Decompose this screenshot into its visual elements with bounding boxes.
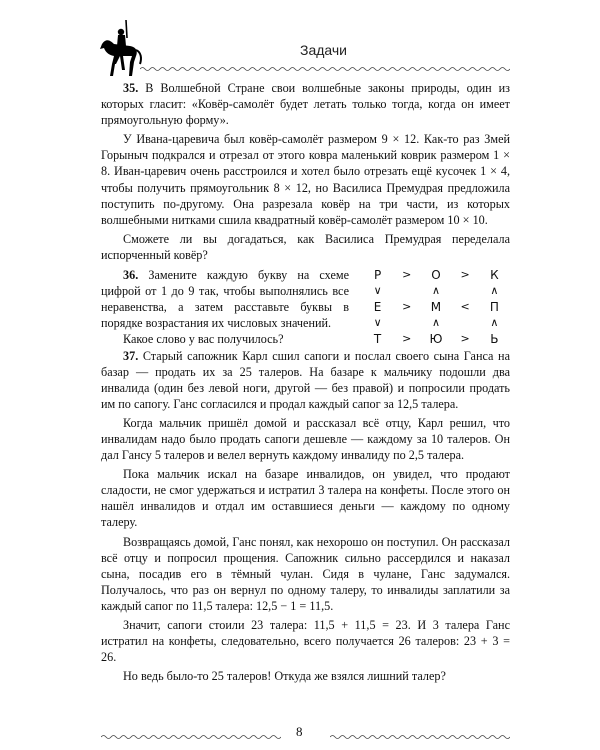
grid-cell (392, 283, 421, 299)
grid-cell: Т (373, 332, 382, 347)
letter-inequality-grid (363, 267, 509, 347)
problem-37-paragraph: Пока мальчик искал на базаре инвалидов, он увидел, что продают сладости, не смог удержаться и истратил 3 талера на конфеты. После этого он нашёл инвалидов и отдал им оставшиеся деньги — каждому по одному талеру. (101, 467, 510, 530)
page-header (0, 0, 600, 80)
problem-number: 35. (123, 81, 139, 95)
grid-cell: Е (373, 300, 382, 315)
problem-36 (101, 267, 510, 347)
grid-row (363, 267, 509, 283)
problem-36-intro (101, 267, 349, 331)
grid-cell: Ю (429, 332, 443, 347)
footer-ornament-left (101, 734, 281, 740)
grid-cell: ∧ (490, 284, 499, 298)
knight-rider-icon (96, 18, 144, 78)
grid-cell: Р (373, 268, 382, 283)
problem-37-paragraph: Значит, сапоги стоили 23 талера: 11,5 + 11,5 = 23. И 3 талера Ганс истратил на конфеты, следовательно, всего получается 26 талеров: 23 + 3 = 26. (101, 618, 510, 665)
problem-number: 37. (123, 348, 139, 363)
grid-row (363, 331, 509, 347)
grid-row (363, 299, 509, 315)
problem-35-intro (101, 80, 510, 128)
grid-cell: < (460, 300, 470, 314)
grid-cell: > (402, 332, 412, 346)
grid-cell: ∧ (431, 316, 440, 330)
footer-ornament-right (330, 734, 510, 740)
problem-37-text: Старый сапожник Карл сшил сапоги и послал своего сына Ганса на базар — продать их за 25 талеров. На базаре к мальчику подошли два инвалида (один без левой ноги, другой — без правой) и попросили продать им по сапогу. Ганс согласился и продал каждый сапог за 12,5 талера. (101, 348, 510, 411)
grid-cell: М (430, 300, 442, 315)
grid-cell: ∧ (490, 316, 499, 330)
problem-35-text: В Волшебной Стране свои волшебные законы природы, один из которых гласит: «Ковёр-самолёт будет летать только тогда, когда он имеет прямоугольную форму». (101, 81, 510, 128)
grid-cell (392, 315, 421, 331)
problem-35-question: Сможете ли вы догадаться, как Василиса Премудрая переделала испорченный ковёр? (101, 231, 510, 262)
problem-36-question: Какое слово у вас получилось? (123, 332, 284, 347)
page-body (101, 80, 510, 684)
grid-row (363, 283, 509, 299)
grid-cell: ∨ (373, 316, 382, 330)
problem-37-intro (101, 348, 510, 412)
grid-cell: О (431, 268, 441, 283)
problem-number: 36. (123, 268, 139, 283)
grid-cell: Ь (490, 332, 499, 347)
grid-cell: > (460, 268, 470, 282)
grid-cell: > (402, 268, 412, 282)
page-title: Задачи (300, 42, 348, 58)
grid-cell (451, 283, 480, 299)
header-ornament-line (140, 66, 510, 72)
problem-37-paragraph: Когда мальчик пришёл домой и рассказал всё отцу, Карл решил, что инвалидам надо было продать сапоги дешевле — каждому за 10 талеров. Он дал Гансу 5 талеров и велел вернуть каждому инвалиду по 2,5 талера. (101, 415, 510, 463)
grid-cell: К (490, 268, 499, 283)
problem-35-body: У Ивана-царевича был ковёр-самолёт размером 9 × 12. Как-то раз Змей Горыныч подкрался и отрезал от этого ковра маленький коврик размером 1 × 8. Иван-царевич очень расстроился и хотел было отрезать ещё кусочек 1 × 4, чтобы получить прямоугольник 8 × 12, но Василиса Премудрая предложила поступить по-другому. Она разрезала ковёр на три части, из которых волшебными нитками сшила квадратный ковёр-самолёт размером 10 × 10. (101, 132, 510, 227)
grid-cell: ∨ (373, 284, 382, 298)
grid-cell: П (489, 300, 499, 315)
grid-row (363, 315, 509, 331)
grid-cell (451, 315, 480, 331)
grid-cell: > (460, 332, 470, 346)
grid-cell: > (402, 300, 412, 314)
page-number: 8 (296, 724, 303, 739)
problem-37-question: Но ведь было-то 25 талеров! Откуда же взялся лишний талер? (123, 669, 446, 684)
problem-37-paragraph: Возвращаясь домой, Ганс понял, как нехорошо он поступил. Он рассказал всё отцу и попросил прощения. Сапожник сильно рассердился и наказал сына, посадив его в тёмный чулан. Сидя в чулане, Ганс задумался. Получалось, что раз он вернул по одному талеру, то инвалиды заплатили за каждый сапог по 11,5 талера: 12,5 − 1 = 11,5. (101, 534, 510, 613)
problem-36-text: Замените каждую букву на схеме цифрой от 1 до 9 так, чтобы выполнялись все неравенства, а затем расставьте буквы в порядке возрастания их числовых значений. (101, 268, 349, 331)
grid-cell: ∧ (431, 284, 440, 298)
problem-36-text-block (101, 267, 349, 347)
